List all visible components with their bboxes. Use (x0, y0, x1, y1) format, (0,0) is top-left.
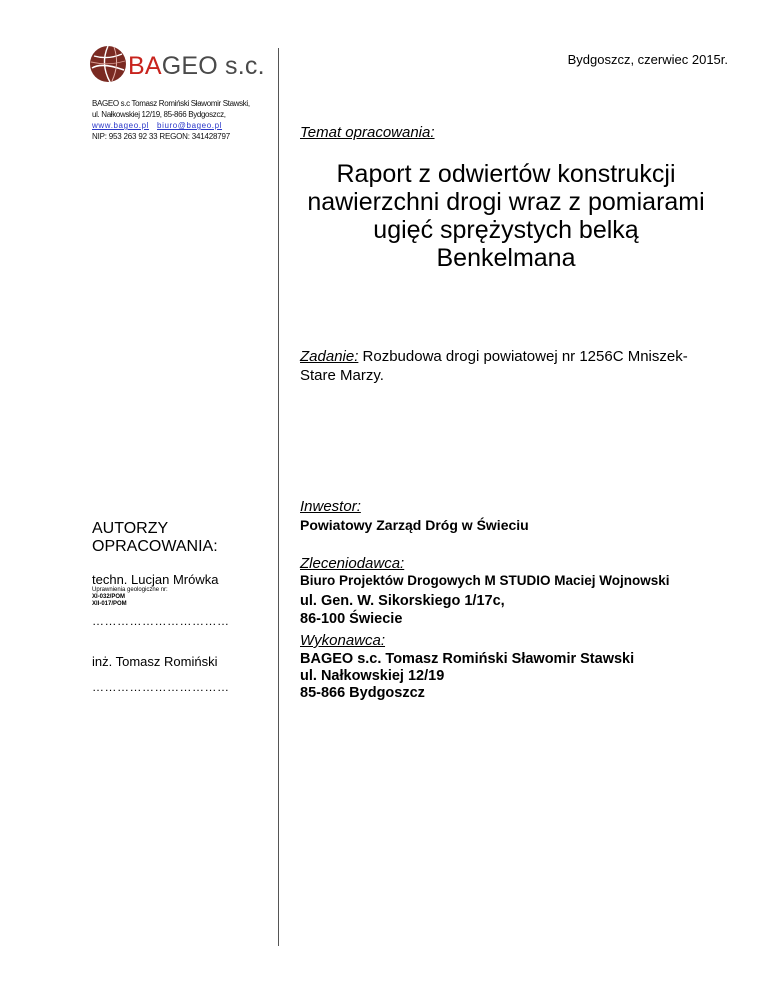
client-address-line: 86-100 Świecie (300, 611, 403, 627)
task-label: Zadanie: (300, 348, 359, 365)
contractor-line: BAGEO s.c. Tomasz Romiński Sławomir Stawski (300, 651, 635, 667)
document-date: Bydgoszcz, czerwiec 2015r. (567, 52, 728, 67)
contractor-info (300, 651, 634, 702)
permissions-label: Uprawnienia geologiczne nr: (92, 587, 168, 593)
authors-heading-line: AUTORZY (92, 520, 169, 537)
title-line: ugięć sprężystych belką (373, 216, 639, 244)
website-link[interactable]: www.bageo.pl (92, 121, 150, 130)
logo-wordmark: BAGEO s.c. (128, 52, 265, 80)
company-logo (88, 44, 278, 88)
email-link[interactable]: biuro@bageo.pl (157, 121, 223, 130)
permission-number: XI-032/POM (92, 594, 126, 600)
contractor-line: ul. Nałkowskiej 12/19 (300, 668, 445, 684)
investor-name: Powiatowy Zarząd Dróg w Świeciu (300, 517, 529, 533)
author-name: inż. Tomasz Romiński (92, 654, 218, 669)
document-title (296, 160, 716, 272)
permission-number: XII-017/POM (92, 601, 127, 607)
task-section (300, 347, 720, 385)
investor-label: Inwestor: (300, 498, 361, 515)
company-address-line: ul. Nałkowskiej 12/19, 85-866 Bydgoszcz, (92, 110, 226, 119)
authors-heading-line: OPRACOWANIA: (92, 538, 218, 555)
client-address-line: ul. Gen. W. Sikorskiego 1/17c, (300, 593, 505, 609)
authors-heading (92, 520, 218, 556)
title-line: Benkelmana (436, 244, 576, 272)
author-name: techn. Lucjan Mrówka (92, 572, 219, 587)
contractor-line: 85-866 Bydgoszcz (300, 685, 425, 701)
globe-icon (88, 44, 128, 84)
client-label: Zleceniodawca: (300, 555, 405, 572)
title-line: Raport z odwiertów konstrukcji (336, 160, 676, 188)
signature-line: …………………………… (92, 680, 230, 694)
client-name: Biuro Projektów Drogowych M STUDIO Maciej Wojnowski (300, 573, 670, 588)
signature-line: …………………………… (92, 614, 230, 628)
company-ids: NIP: 953 263 92 33 REGON: 341428797 (92, 132, 230, 141)
company-name-line: BAGEO s.c Tomasz Romiński Sławomir Stawski, (92, 99, 250, 108)
task-text: Rozbudowa drogi powiatowej nr 1256C Mniszek-Stare Marzy. (300, 348, 688, 384)
vertical-divider (278, 48, 279, 946)
permissions-block (92, 587, 168, 608)
company-info (92, 98, 282, 142)
title-line: nawierzchni drogi wraz z pomiarami (307, 188, 705, 216)
contractor-label: Wykonawca: (300, 632, 386, 649)
company-links (92, 120, 282, 131)
client-address (300, 592, 505, 628)
topic-label: Temat opracowania: (300, 124, 435, 141)
